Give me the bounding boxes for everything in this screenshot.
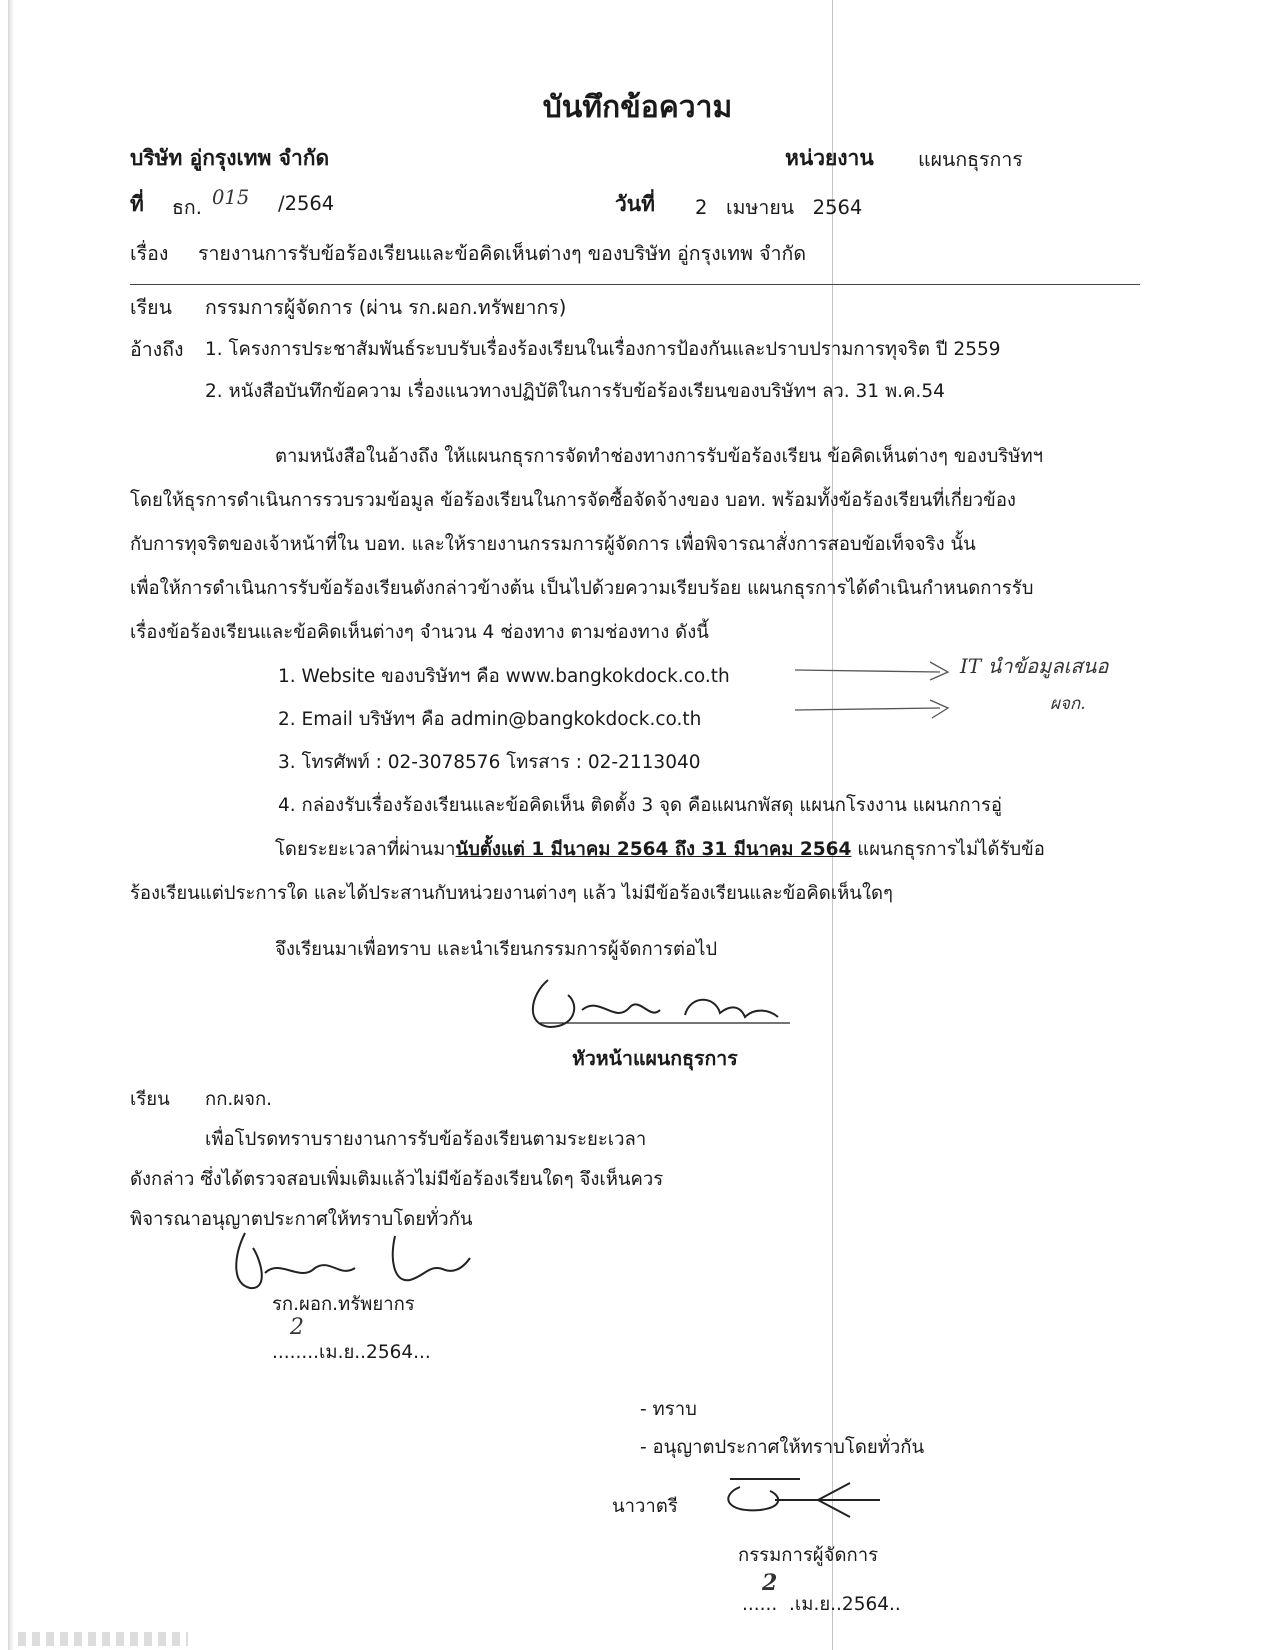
signature-drawing: [700, 1465, 900, 1525]
endorsement-label: เรียน: [130, 1089, 170, 1110]
doc-no-handwritten: 015: [212, 186, 250, 209]
decision-item: - อนุญาตประกาศให้ทราบโดยทั่วกัน: [640, 1437, 925, 1458]
date-value: 2 เมษายน 2564: [695, 196, 863, 219]
channel-item: 4. กล่องรับเรื่องร้องเรียนและข้อคิดเห็น ติดตั้ง 3 จุด คือแผนกพัสดุ แผนกโรงงาน แผนกการอู่: [278, 795, 1003, 816]
endorser-position: รก.ผอก.ทรัพยากร: [272, 1294, 415, 1315]
date-label: วันที่: [615, 192, 655, 216]
body-summary-line: ร้องเรียนแต่ประการใด และได้ประสานกับหน่วยงานต่างๆ แล้ว ไม่มีข้อร้องเรียนและข้อคิดเห็นใดๆ: [130, 883, 893, 904]
scan-fold-line: [832, 0, 833, 1650]
scan-smudge: [18, 1632, 188, 1646]
summary-period: นับตั้งแต่ 1 มีนาคม 2564 ถึง 31 มีนาคม 2564: [455, 839, 852, 860]
company-name: บริษัท อู่กรุงเทพ จำกัด: [130, 146, 330, 170]
subject-label: เรื่อง: [130, 242, 169, 265]
addressee-label: เรียน: [130, 296, 172, 319]
endorsement-line: พิจารณาอนุญาตประกาศให้ทราบโดยทั่วกัน: [130, 1209, 473, 1230]
body-line: เพื่อให้การดำเนินการรับข้อร้องเรียนดังกล่าวข้างต้น เป็นไปด้วยความเรียบร้อย แผนกธุรการได้ดำเนินกำหนดการรับ: [130, 578, 1034, 599]
signature-drawing: [520, 965, 820, 1045]
summary-text: โดยระยะเวลาที่ผ่านมา: [275, 839, 456, 860]
endorsement-date: ........เม.ย..2564...: [272, 1342, 431, 1363]
decision-position: กรรมการผู้จัดการ: [738, 1545, 879, 1566]
reference-item: 2. หนังสือบันทึกข้อความ เรื่องแนวทางปฏิบัติในการรับข้อร้องเรียนของบริษัทฯ ลว. 31 พ.ค.54: [205, 381, 945, 402]
reference-item: 1. โครงการประชาสัมพันธ์ระบบรับเรื่องร้องเรียนในเรื่องการป้องกันและปราบปรามการทุจริต ปี 2559: [205, 339, 1001, 360]
body-summary-line: [275, 835, 1045, 864]
decision-date: ...... .เม.ย..2564..: [742, 1594, 901, 1615]
decision-date-day: 2: [762, 1570, 778, 1596]
header-divider: [130, 284, 1140, 285]
closing-line: จึงเรียนมาเพื่อทราบ และนำเรียนกรรมการผู้จัดการต่อไป: [275, 939, 718, 960]
channel-item: 1. Website ของบริษัทฯ คือ www.bangkokdock.co.th: [278, 666, 730, 687]
summary-text: แผนกธุรการไม่ได้รับข้อ: [851, 839, 1045, 860]
doc-no-suffix: /2564: [278, 192, 335, 215]
signature-drawing: [215, 1228, 495, 1298]
endorsement-date-day: 2: [290, 1315, 304, 1340]
doc-no-prefix: ธก.: [172, 196, 202, 219]
scan-edge-shadow: [8, 0, 14, 1650]
body-line: เรื่องข้อร้องเรียนและข้อคิดเห็นต่างๆ จำนวน 4 ช่องทาง ตามช่องทาง ดังนี้: [130, 622, 709, 643]
endorsement-line: เพื่อโปรดทราบรายงานการรับข้อร้องเรียนตามระยะเวลา: [205, 1129, 647, 1150]
addressee-value: กรรมการผู้จัดการ (ผ่าน รก.ผอก.ทรัพยากร): [205, 296, 567, 319]
unit-label: หน่วยงาน: [785, 146, 874, 170]
endorsement-line: ดังกล่าว ซึ่งได้ตรวจสอบเพิ่มเติมแล้วไม่มีข้อร้องเรียนใดๆ จึงเห็นควร: [130, 1169, 664, 1190]
handwritten-note-line: IT นำข้อมูลเสนอ: [960, 654, 1109, 678]
channel-item: 3. โทรศัพท์ : 02-3078576 โทรสาร : 02-2113040: [278, 752, 701, 773]
memo-title: บันทึกข้อความ: [542, 90, 733, 125]
handwritten-note-line: ผจก.: [1050, 694, 1086, 714]
body-line: กับการทุจริตของเจ้าหน้าที่ใน บอท. และให้รายงานกรรมการผู้จัดการ เพื่อพิจารณาสั่งการสอบข้อเท็จจริง นั้น: [130, 534, 976, 555]
unit-value: แผนกธุรการ: [918, 148, 1023, 171]
body-line: โดยให้ธุรการดำเนินการรวบรวมข้อมูล ข้อร้องเรียนในการจัดซื้อจัดจ้างของ บอท. พร้อมทั้งข้อร้องเรียนที่เกี่ยวข้อง: [130, 490, 1016, 511]
subject-value: รายงานการรับข้อร้องเรียนและข้อคิดเห็นต่างๆ ของบริษัท อู่กรุงเทพ จำกัด: [198, 242, 807, 265]
channel-item: 2. Email บริษัทฯ คือ admin@bangkokdock.co.th: [278, 709, 702, 730]
signer-position: หัวหน้าแผนกธุรการ: [572, 1047, 738, 1070]
decision-rank: นาวาตรี: [612, 1496, 678, 1517]
reference-label: อ้างถึง: [130, 338, 184, 361]
doc-no-label: ที่: [130, 192, 144, 216]
decision-item: - ทราบ: [640, 1399, 697, 1420]
body-line: ตามหนังสือในอ้างถึง ให้แผนกธุรการจัดทำช่องทางการรับข้อร้องเรียน ข้อคิดเห็นต่างๆ ของบริษัทฯ: [275, 446, 1044, 467]
endorsement-recipient: กก.ผจก.: [205, 1089, 273, 1110]
